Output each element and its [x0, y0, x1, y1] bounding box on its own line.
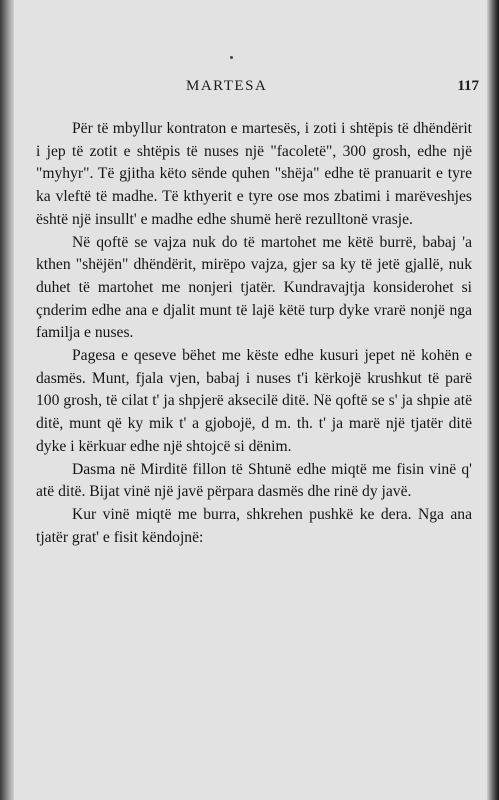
paragraph: Dasma në Mirditë fillon të Shtunë edhe miqtë me fisin vinë q' atë ditë. Bijat vinë një javë përpara dasmës dhe rinë dy javë.: [36, 460, 472, 501]
page-edge-shadow: [487, 0, 499, 800]
body-text: [36, 118, 472, 549]
binding-shadow: [0, 0, 14, 800]
page-number: 117: [457, 78, 479, 94]
chapter-title: MARTESA: [186, 78, 268, 94]
paragraph: Për të mbyllur kontraton e martesës, i zoti i shtëpis të dhëndërit i jep të zotit e shtëpis të nuses një "facoletë", 300 grosh, edhe një "myhyr". Të gjitha këto sënde quhen "shëja" edhe të pranuarit e tyre ka vleftë të madhe. Të kthyerit e tyre ose mos zbatimi i marëveshjes është një insullt' e madhe edhe shumë herë rezulltonë vrasje.: [36, 120, 472, 228]
book-page: [14, 0, 487, 800]
paragraph: Kur vinë miqtë me burra, shkrehen pushkë ke dera. Nga ana tjatër grat' e fisit këndojnë:: [36, 505, 472, 546]
paragraph: Pagesa e qeseve bëhet me këste edhe kusuri jepet në kohën e dasmës. Munt, fjala vjen, babaj i nuses t'i kërkojë krushkut të parë 100 grosh, të cilat t' ja shpjerë aksecilë ditë. Në qoftë se s' ja shpie atë ditë, munt që ky mik t' a gjobojë, d m. th. t' ja marë një tjatër ditë dyke i kërkuar edhe një shtojcë si dënim.: [36, 347, 472, 455]
running-head: [14, 78, 487, 98]
paragraph: Në qoftë se vajza nuk do të martohet me këtë burrë, babaj 'a kthen "shëjën" dhëndërit, mirëpo vajza, gjer sa ky të jetë gjallë, nuk duhet të martohet me nonjeri tjatër. Kundravajtja konsiderohet si çnderim edhe ana e djalit munt të lajë këtë turp dyke vrarë nonjë nga familja e nuses.: [36, 233, 472, 342]
speck-mark: [230, 56, 233, 59]
